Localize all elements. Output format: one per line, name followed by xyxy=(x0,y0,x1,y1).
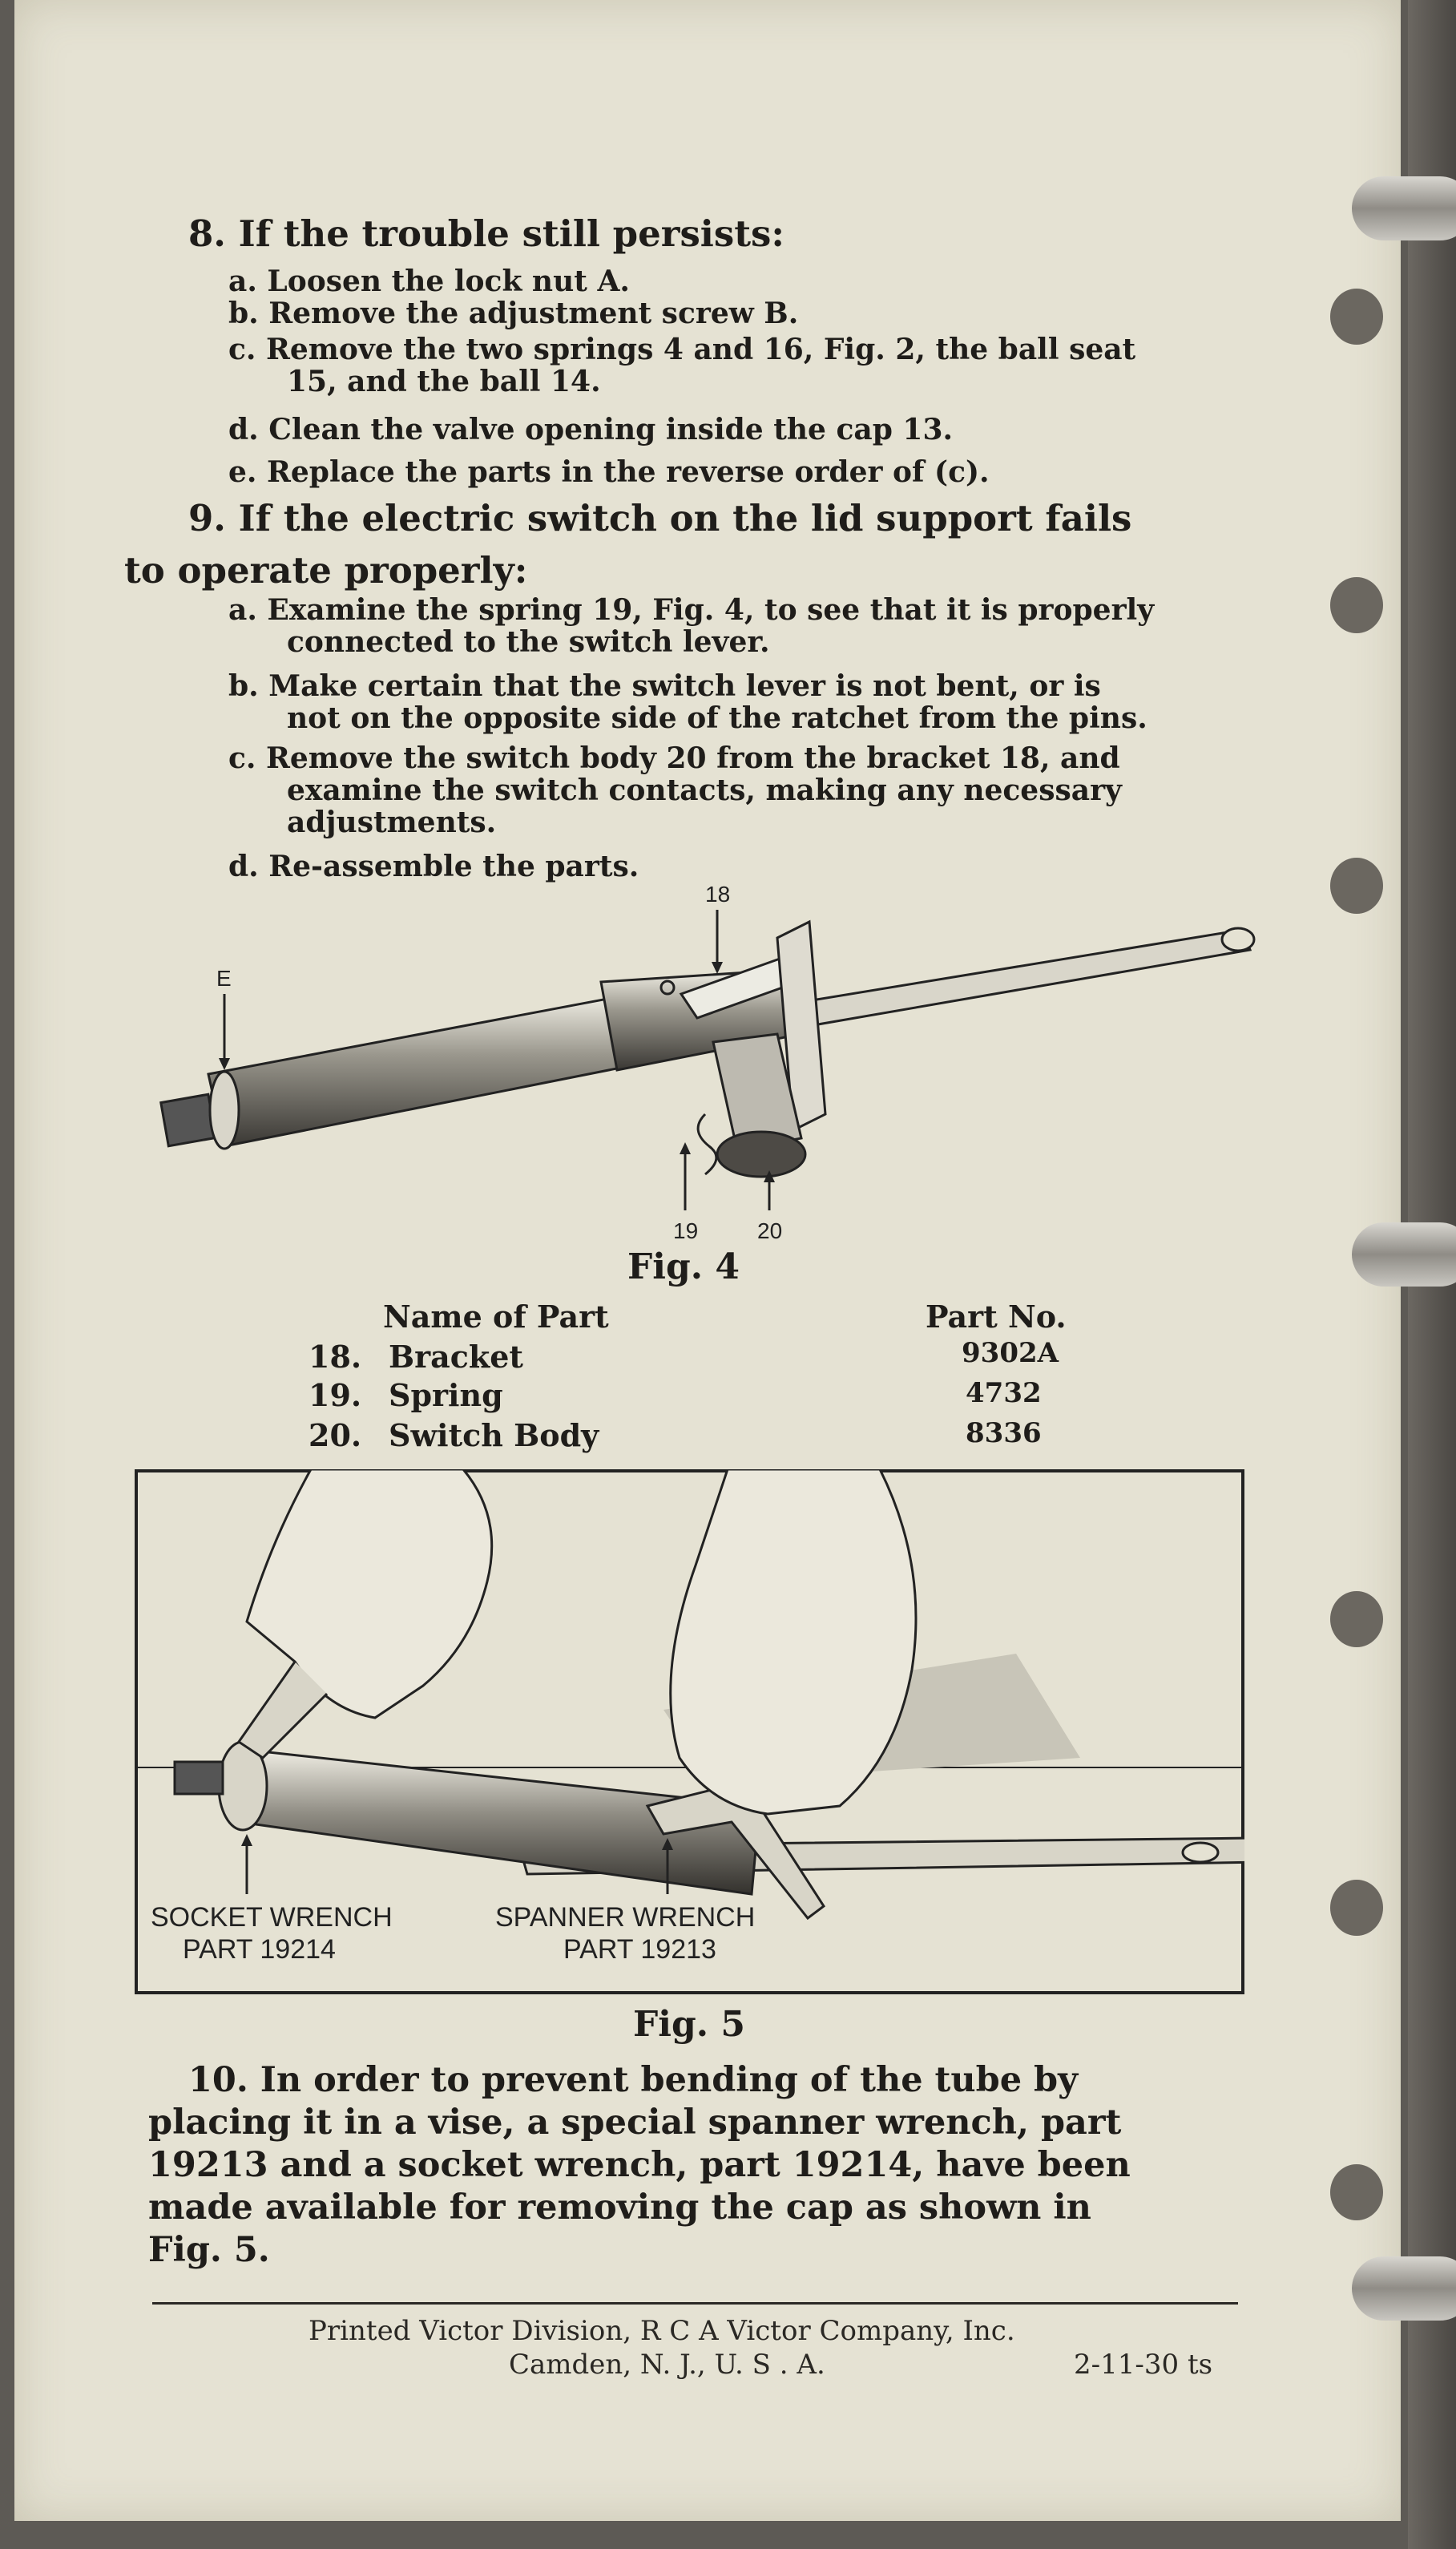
section-9-item: adjustments. xyxy=(287,806,497,839)
section-9-item: examine the switch contacts, making any necessary xyxy=(287,774,1122,807)
punch-hole xyxy=(1330,289,1383,345)
section-8-item: d. Clean the valve opening inside the cap 13. xyxy=(228,413,954,446)
section-9-item: b. Make certain that the switch lever is not bent, or is xyxy=(228,669,1101,703)
section-10-text: placing it in a vise, a special spanner wrench, part xyxy=(148,2103,1122,2143)
section-10-text: made available for removing the cap as shown in xyxy=(148,2187,1091,2228)
parts-row-name: Bracket xyxy=(389,1339,523,1375)
section-8-item: c. Remove the two springs 4 and 16, Fig. 2, the ball seat xyxy=(228,333,1136,366)
spanner-wrench-label: SPANNER WRENCH xyxy=(495,1902,756,1933)
socket-wrench-part: PART 19214 xyxy=(183,1934,336,1965)
parts-row-part: 9302A xyxy=(962,1337,1059,1369)
parts-row-part: 8336 xyxy=(966,1417,1042,1449)
parts-col-number: Part No. xyxy=(926,1299,1067,1335)
parts-row-name: Switch Body xyxy=(389,1417,599,1453)
punch-hole xyxy=(1330,1880,1383,1936)
fig5-caption: Fig. 5 xyxy=(633,2004,745,2045)
fig4-label-18: 18 xyxy=(705,882,731,907)
binder-ring-bottom xyxy=(1352,2256,1456,2321)
section-8-item: e. Replace the parts in the reverse order of (c). xyxy=(228,455,990,489)
fig4-caption: Fig. 4 xyxy=(627,1246,740,1287)
fig4-label-19: 19 xyxy=(673,1218,699,1242)
punch-hole xyxy=(1330,577,1383,633)
section-9-item: a. Examine the spring 19, Fig. 4, to see that it is properly xyxy=(228,593,1155,627)
parts-row-name: Spring xyxy=(389,1377,503,1413)
section-9-item: d. Re-assemble the parts. xyxy=(228,850,639,883)
section-9-heading: 9. If the electric switch on the lid support fails xyxy=(188,497,1132,539)
footer-location: Camden, N. J., U. S . A. xyxy=(509,2349,825,2381)
section-10-text: 19213 and a socket wrench, part 19214, have been xyxy=(148,2145,1131,2185)
section-8-item: 15, and the ball 14. xyxy=(287,365,601,398)
section-8-item: b. Remove the adjustment screw B. xyxy=(228,297,799,330)
section-9-heading-cont: to operate properly: xyxy=(124,549,528,592)
parts-row-part: 4732 xyxy=(966,1377,1042,1409)
fig4-illustration xyxy=(120,874,1402,1242)
section-9-item: not on the opposite side of the ratchet from the pins. xyxy=(287,701,1147,735)
section-8-item: a. Loosen the lock nut A. xyxy=(228,265,630,298)
fig4-label-e: E xyxy=(216,966,232,991)
binder-ring-top xyxy=(1352,176,1456,240)
punch-hole xyxy=(1330,2164,1383,2220)
parts-col-name: Name of Part xyxy=(383,1299,609,1335)
parts-row-num: 20. xyxy=(309,1417,362,1453)
parts-row-num: 18. xyxy=(309,1339,362,1375)
fig5-illustration xyxy=(135,1469,1244,1994)
parts-row-num: 19. xyxy=(309,1377,362,1413)
section-9-item: connected to the switch lever. xyxy=(287,625,770,659)
section-10-text: Fig. 5. xyxy=(148,2230,270,2270)
spanner-wrench-part: PART 19213 xyxy=(563,1934,716,1965)
section-8-heading: 8. If the trouble still persists: xyxy=(188,212,784,255)
fig4-label-20: 20 xyxy=(757,1218,783,1242)
footer-code: 2-11-30 ts xyxy=(1074,2349,1213,2381)
footer-rule xyxy=(152,2302,1238,2305)
socket-wrench-label: SOCKET WRENCH xyxy=(151,1902,393,1933)
footer-printer: Printed Victor Division, R C A Victor Company, Inc. xyxy=(309,2315,1015,2347)
section-9-item: c. Remove the switch body 20 from the bracket 18, and xyxy=(228,741,1120,775)
section-10-text: 10. In order to prevent bending of the tube by xyxy=(188,2060,1079,2100)
punch-hole xyxy=(1330,1591,1383,1647)
